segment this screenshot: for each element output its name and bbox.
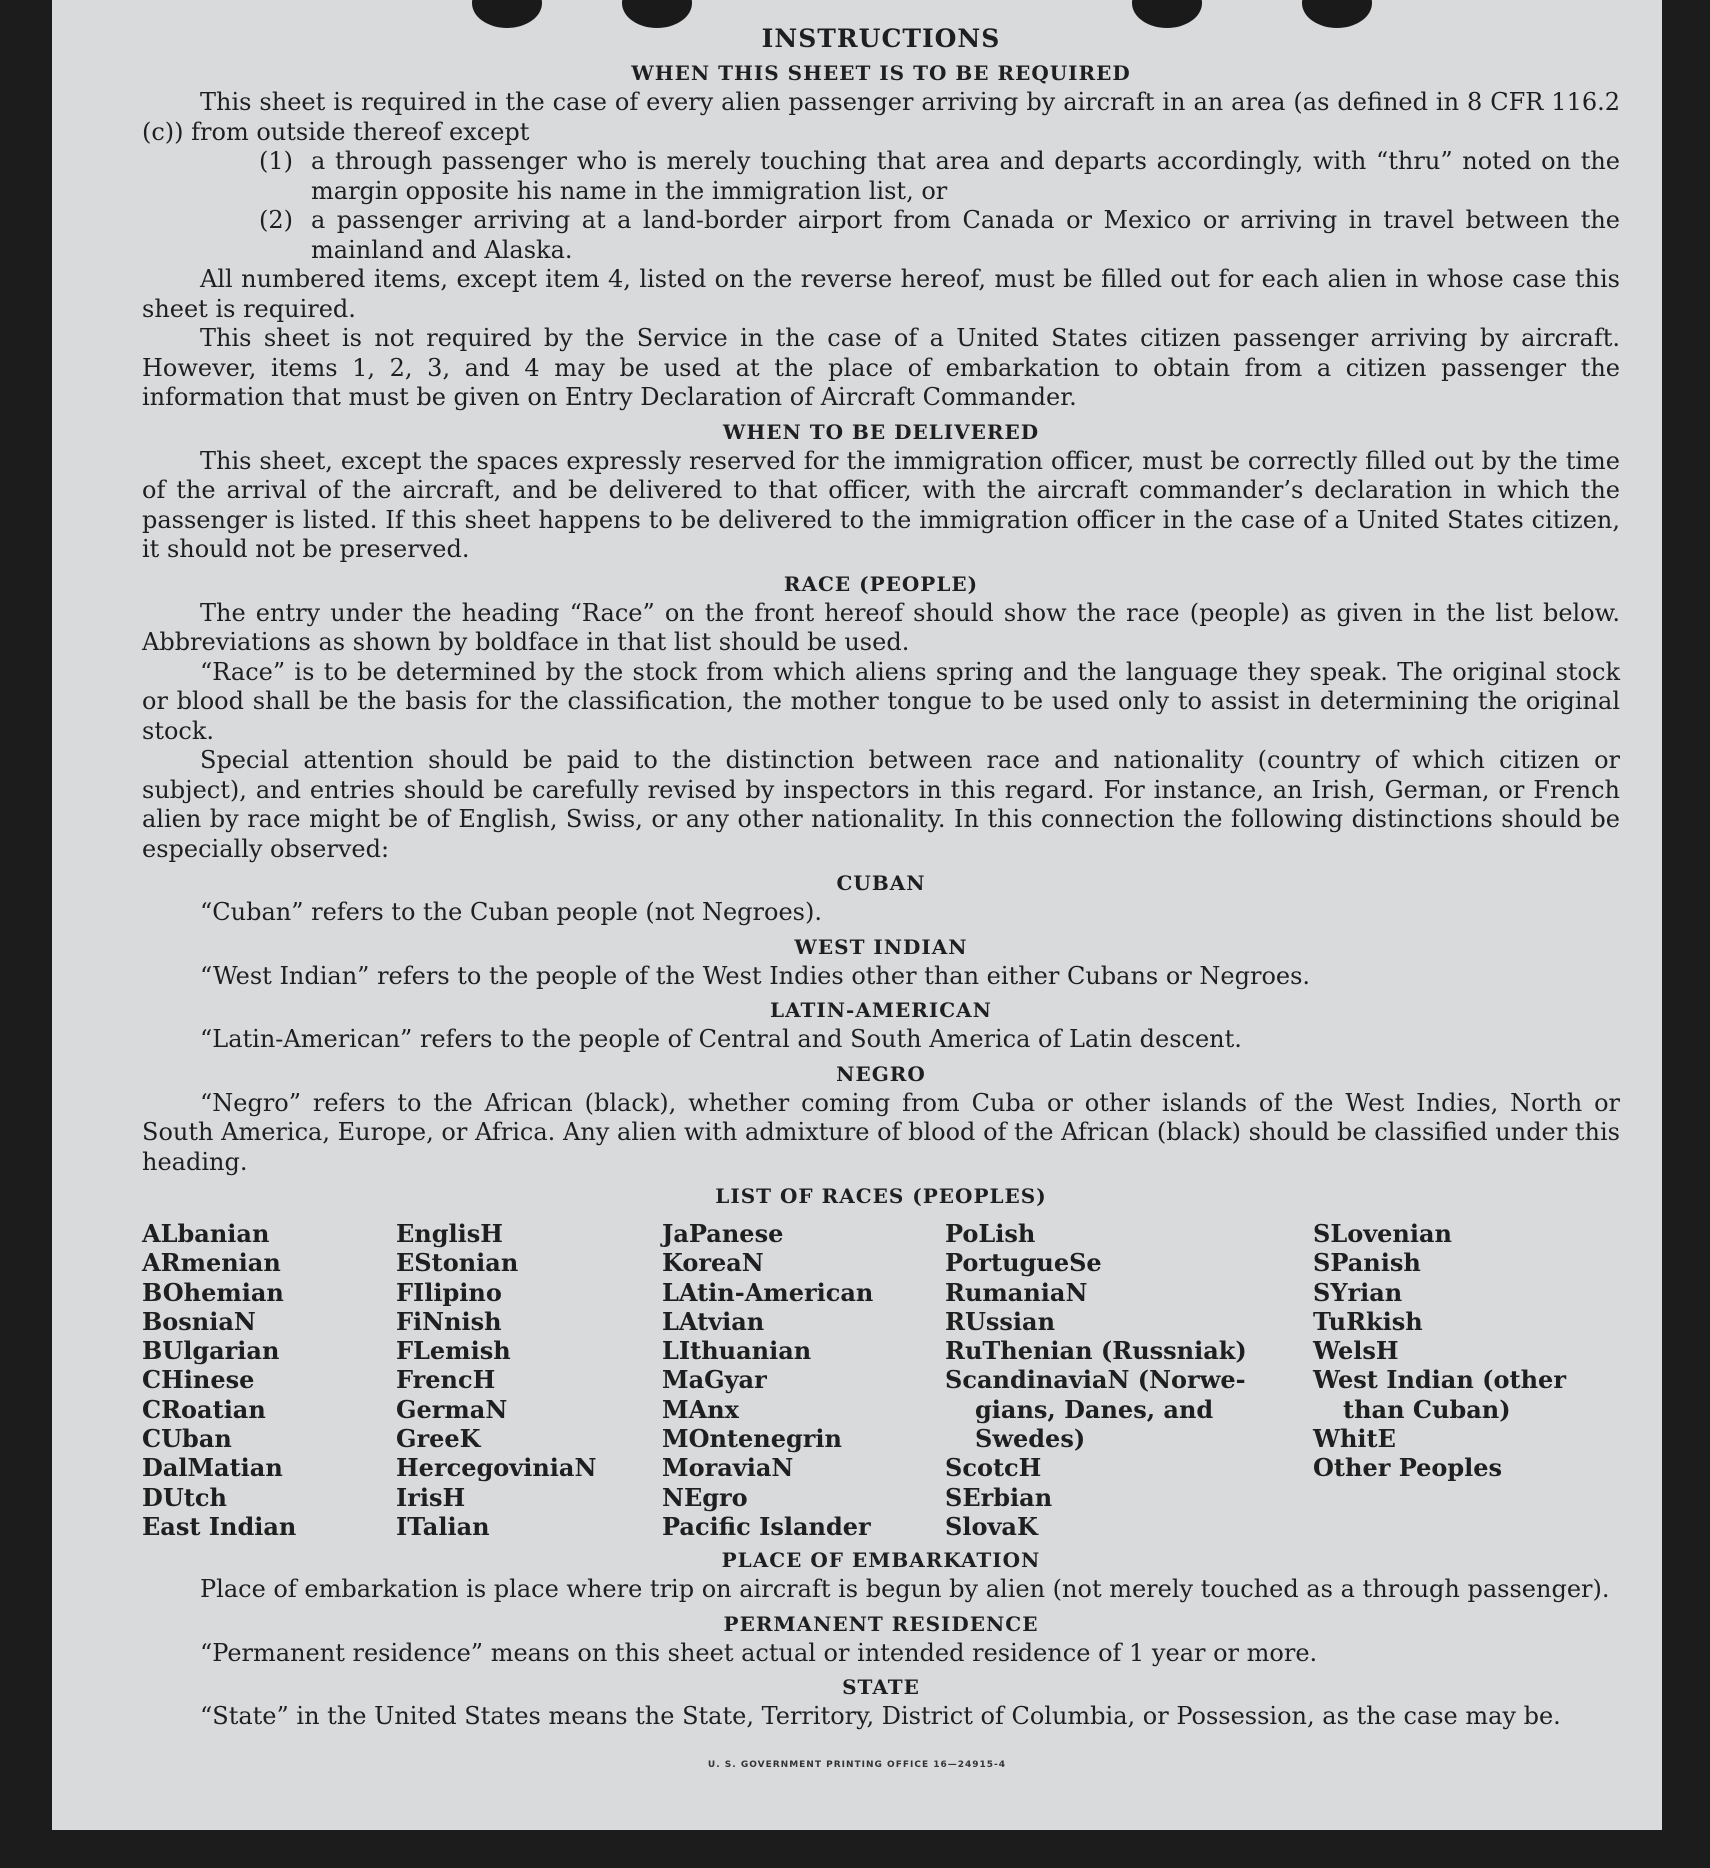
races-column bbox=[945, 1219, 1313, 1541]
heading-cuban: CUBAN bbox=[836, 871, 926, 895]
page-title: INSTRUCTIONS bbox=[761, 24, 1001, 53]
race-entry: MAnx bbox=[662, 1394, 739, 1424]
heading-latin-american: LATIN-AMERICAN bbox=[770, 998, 992, 1022]
race-entry: CUban bbox=[142, 1424, 232, 1454]
race-entry: LAtin-American bbox=[662, 1277, 874, 1307]
race-entry: SErbian bbox=[945, 1482, 1053, 1512]
race-p3: Special attention should be paid to the distinction between race and nationality (country of which citizen or subject), and entries should be carefully revised by inspectors in this regard. For instance, an Irish, German, or French alien by race might be of English, Swiss, or any other nationality. In this connection the following distinctions should be especially observed: bbox=[142, 746, 1620, 863]
race-entry: CRoatian bbox=[142, 1394, 266, 1424]
west-indian-text: “West Indian” refers to the people of the West Indies other than either Cubans or Negroes. bbox=[200, 961, 1311, 990]
latin-american-text: “Latin-American” refers to the people of Central and South America of Latin descent. bbox=[200, 1025, 1242, 1053]
race-entry: FrencH bbox=[396, 1365, 496, 1395]
heading-when-required: WHEN THIS SHEET IS TO BE REQUIRED bbox=[631, 61, 1131, 85]
race-entry: FIlipino bbox=[396, 1277, 502, 1307]
race-entry: IrisH bbox=[396, 1482, 466, 1512]
negro-text: “Negro” refers to the African (black), whether coming from Cuba or other islands of the West Indies, North or South America, Europe, or Africa. Any alien with admixture of blood of the African (black) should be classified under this heading. bbox=[142, 1088, 1620, 1176]
race-entry: gians, Danes, and bbox=[975, 1394, 1214, 1424]
race-p1: The entry under the heading “Race” on the front hereof should show the race (people) as given in the list below. Abbreviations as shown by boldface in that list should be used. bbox=[142, 598, 1620, 656]
race-entry: WhitE bbox=[1313, 1424, 1396, 1454]
race-entry: MoraviaN bbox=[662, 1453, 794, 1483]
races-column bbox=[142, 1219, 396, 1541]
race-entry: LAtvian bbox=[662, 1306, 765, 1336]
exception-item bbox=[259, 147, 1620, 206]
races-column bbox=[396, 1219, 662, 1541]
race-entry: SPanish bbox=[1313, 1248, 1421, 1278]
race-entry: Pacific Islander bbox=[662, 1511, 871, 1541]
race-entry: TuRkish bbox=[1313, 1306, 1423, 1336]
heading-race: RACE (PEOPLE) bbox=[783, 571, 979, 596]
race-entry: FLemish bbox=[396, 1336, 511, 1366]
item-text: a passenger arriving at a land-border airport from Canada or Mexico or arriving in travel between the mainland and Alaska. bbox=[311, 206, 1620, 264]
race-entry: RumaniaN bbox=[945, 1277, 1088, 1307]
when-delivered-text: This sheet, except the spaces expressly reserved for the immigration officer, must be correctly filled out by the time of the arrival of the aircraft, and be delivered to that officer, with the aircraft commander’s declaration in which the passenger is listed. If this sheet happens to be delivered to the immigration officer in the case of a United States citizen, it should not be preserved. bbox=[142, 446, 1620, 563]
race-entry: SlovaK bbox=[945, 1511, 1038, 1541]
race-entry: BOhemian bbox=[142, 1277, 284, 1307]
item-number: (2) bbox=[259, 206, 293, 234]
race-entry: KoreaN bbox=[662, 1248, 764, 1278]
race-entry: CHinese bbox=[142, 1365, 255, 1395]
race-entry: Other Peoples bbox=[1313, 1453, 1503, 1483]
race-entry: PortugueSe bbox=[945, 1248, 1102, 1278]
race-entry: EnglisH bbox=[396, 1219, 503, 1248]
when-required-p3: This sheet is not required by the Service in the case of a United States citizen passenger arriving by aircraft. However, items 1, 2, 3, and 4 may be used at the place of embarkation to obtain from a citizen passenger the information that must be given on Entry Declaration of Aircraft Commander. bbox=[142, 324, 1620, 411]
races-column bbox=[662, 1219, 945, 1541]
race-entry: East Indian bbox=[142, 1511, 297, 1541]
race-entry: FiNnish bbox=[396, 1306, 502, 1336]
race-entry: WelsH bbox=[1313, 1336, 1399, 1366]
race-entry: ScandinaviaN (Norwe- bbox=[945, 1365, 1246, 1395]
race-entry: SYrian bbox=[1313, 1277, 1403, 1307]
instructions-content bbox=[142, 24, 1620, 1732]
race-entry: West Indian (other bbox=[1313, 1365, 1566, 1395]
item-number: (1) bbox=[259, 147, 293, 175]
race-entry: BosniaN bbox=[142, 1306, 256, 1336]
race-entry: LIthuanian bbox=[662, 1336, 812, 1366]
race-entry: BUlgarian bbox=[142, 1336, 280, 1366]
heading-negro: NEGRO bbox=[836, 1061, 926, 1086]
races-list bbox=[142, 1219, 1620, 1541]
embarkation-text: Place of embarkation is place where trip on aircraft is begun by alien (not merely touched as a through passenger). bbox=[200, 1575, 1610, 1604]
race-entry: MaGyar bbox=[662, 1365, 767, 1395]
heading-west-indian: WEST INDIAN bbox=[794, 934, 968, 959]
heading-list-of-races: LIST OF RACES (PEOPLES) bbox=[715, 1184, 1047, 1208]
race-entry: ALbanian bbox=[142, 1219, 270, 1248]
heading-when-delivered: WHEN TO BE DELIVERED bbox=[722, 419, 1040, 444]
race-entry: SLovenian bbox=[1313, 1219, 1452, 1248]
printing-office-footer: U. S. GOVERNMENT PRINTING OFFICE 16—24915-4 bbox=[707, 1760, 1007, 1770]
race-entry: GreeK bbox=[396, 1424, 481, 1454]
race-entry: HercegoviniaN bbox=[396, 1453, 597, 1483]
state-text: “State” in the United States means the State, Territory, District of Columbia, or Possession, as the case may be. bbox=[200, 1702, 1561, 1731]
heading-permanent-residence: PERMANENT RESIDENCE bbox=[723, 1611, 1039, 1636]
race-entry: RUssian bbox=[945, 1306, 1056, 1336]
exception-item bbox=[259, 206, 1620, 265]
race-entry: EStonian bbox=[396, 1248, 519, 1278]
residence-text: “Permanent residence” means on this sheet actual or intended residence of 1 year or more. bbox=[200, 1638, 1318, 1667]
race-entry: than Cuban) bbox=[1343, 1394, 1511, 1424]
when-required-p2: All numbered items, except item 4, listed on the reverse hereof, must be filled out for each alien in whose case this sheet is required. bbox=[142, 265, 1620, 323]
race-entry: DalMatian bbox=[142, 1453, 283, 1483]
cuban-text: “Cuban” refers to the Cuban people (not Negroes). bbox=[200, 898, 822, 926]
race-entry: RuThenian (Russniak) bbox=[945, 1336, 1247, 1366]
race-entry: ScotcH bbox=[945, 1453, 1042, 1483]
race-entry: JaPanese bbox=[662, 1219, 784, 1248]
race-entry: NEgro bbox=[662, 1482, 748, 1512]
item-text: a through passenger who is merely touching that area and departs accordingly, with “thru” noted on the margin opposite his name in the immigration list, or bbox=[311, 147, 1620, 205]
when-required-intro: This sheet is required in the case of every alien passenger arriving by aircraft in an area (as defined in 8 CFR 116.2 (c)) from outside thereof except bbox=[142, 88, 1620, 146]
heading-embarkation: PLACE OF EMBARKATION bbox=[721, 1548, 1041, 1573]
heading-state: STATE bbox=[842, 1675, 920, 1700]
races-column bbox=[1313, 1219, 1613, 1541]
race-entry: GermaN bbox=[396, 1394, 508, 1424]
race-p2: “Race” is to be determined by the stock from which aliens spring and the language they speak. The original stock or blood shall be the basis for the classification, the mother tongue to be used only to assist in determining the original stock. bbox=[142, 657, 1620, 745]
document-sheet bbox=[52, 0, 1662, 1830]
race-entry: PoLish bbox=[945, 1219, 1036, 1248]
race-entry: ARmenian bbox=[142, 1248, 281, 1278]
race-entry: Swedes) bbox=[975, 1424, 1086, 1454]
race-entry: ITalian bbox=[396, 1511, 490, 1541]
race-entry: DUtch bbox=[142, 1482, 227, 1512]
race-entry: MOntenegrin bbox=[662, 1424, 842, 1454]
